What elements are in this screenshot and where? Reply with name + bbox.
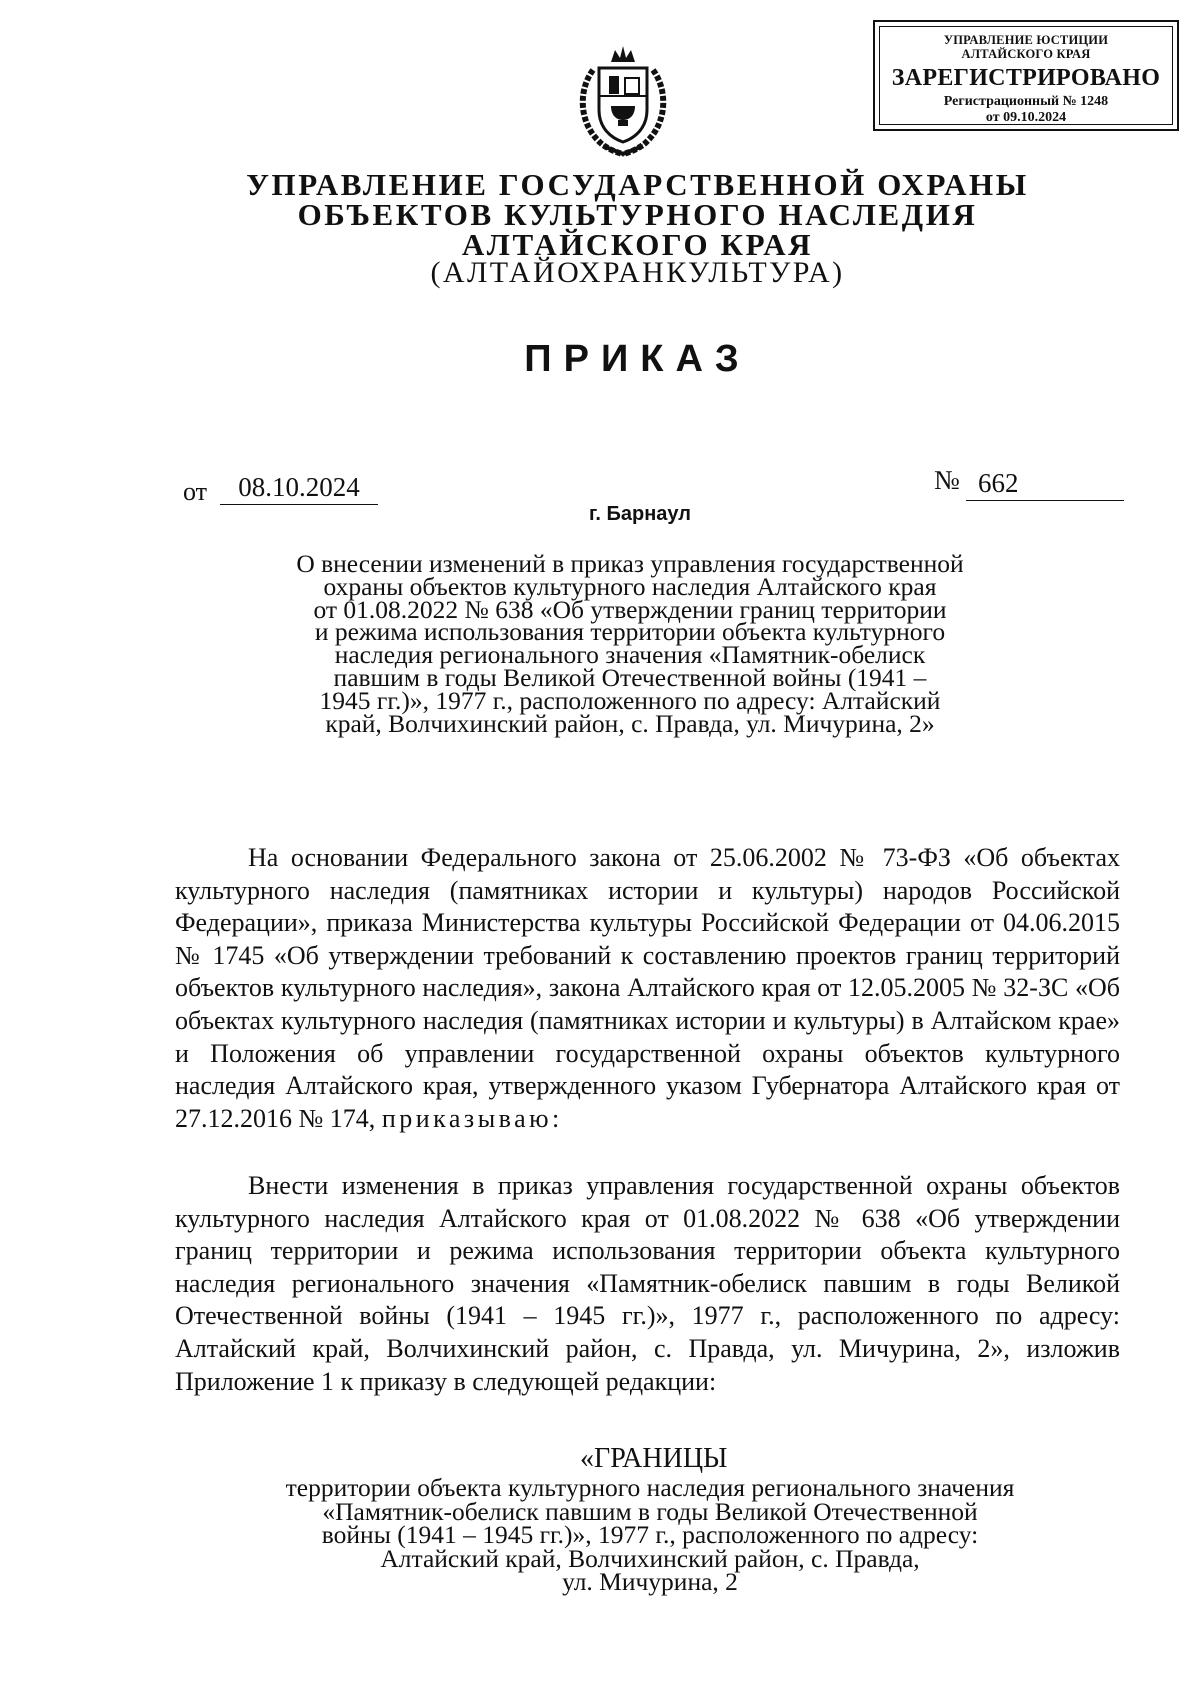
order-date: 08.10.2024 [220,470,378,505]
number-label: № [934,465,960,495]
appendix-line: территории объекта культурного наследия регионального значения [285,1473,1015,1502]
registration-stamp [873,20,1179,131]
subject-line: и режима использования территории объекта культурного [314,617,946,647]
subject-line: охраны объектов культурного наследия Алтайского края [323,571,937,601]
resolution-paragraph [175,1170,1120,1398]
document-type-title: ПРИКАЗ [524,338,751,380]
agency-name-line-3: АЛТАЙСКОГО КРАЯ [461,227,814,262]
stamp-status: ЗАРЕГИСТРИРОВАНО [891,65,1161,91]
registration-stamp-inner [879,26,1173,125]
date-label: от [183,477,208,506]
stamp-region: АЛТАЙСКОГО КРАЯ [961,47,1091,61]
agency-abbreviation: (АЛТАЙОХРАНКУЛЬТУРА) [430,256,845,289]
appendix-line: войны (1941 – 1945 гг.)», 1977 г., расположенного по адресу: [321,1520,979,1549]
order-word: приказываю: [381,1103,563,1133]
city: г. Барнаул [589,503,691,525]
subject-line: от 01.08.2022 № 638 «Об утверждении границ территории [313,594,947,624]
subject-line: край, Волчихинский район, с. Правда, ул. Мичурина, 2» [325,708,935,738]
agency-name-line-2: ОБЪЕКТОВ КУЛЬТУРНОГО НАСЛЕДИЯ [297,197,978,232]
appendix-subtitle [210,1473,1090,1596]
order-subject [180,549,1080,738]
appendix-title: «ГРАНИЦЫ [580,1443,728,1474]
preamble-paragraph [175,842,1120,1135]
order-number: 662 [966,466,1124,501]
agency-name-line-1: УПРАВЛЕНИЕ ГОСУДАРСТВЕННОЙ ОХРАНЫ [246,167,1029,202]
subject-line: павшим в годы Великой Отечественной войны (1941 – [333,662,927,692]
stamp-reg-number: Регистрационный № 1248 [943,94,1109,109]
resolution-text: Внести изменения в приказ управления государственной охраны объектов культурного наследия Алтайского края от 01.08.2022 № 638 «Об утверждении границ территории и режима использования территории объекта культурного наследия регионального значения «Памятник-обелиск павшим в годы Великой Отечественной войны (1941 – 1945 гг.)», 1977 г., расположенного по адресу: Алтайский край, Волчихинский район, с. Правда, ул. Мичурина, 2», изложив Приложение 1 к приказу в следующей редакции: [175,1171,1120,1396]
subject-line: О внесении изменений в приказ управления государственной [296,549,964,578]
appendix-line: Алтайский край, Волчихинский район, с. Правда, [380,1543,920,1573]
preamble-text: На основании Федерального закона от 25.06.2002 № 73-ФЗ «Об объектах культурного наследия (памятниках истории и культуры) народов Российской Федерации», приказа Министерства культуры Российской Федерации от 04.06.2015 № 1745 «Об утверждении требований к составлению проектов границ территорий объектов культурного наследия», закона Алтайского края от 12.05.2005 № 32-ЗС «Об объектах культурного наследия (памятниках истории и культуры) в Алтайском крае» и Положения об управлении государственной охраны объектов культурного наследия Алтайского края, утвержденного указом Губернатора Алтайского края от 27.12.2016 № 174, [175,843,1120,1133]
stamp-authority: УПРАВЛЕНИЕ ЮСТИЦИИ [943,33,1109,47]
coat-of-arms-icon [573,40,673,160]
stamp-reg-date: от 09.10.2024 [985,110,1067,125]
subject-line: 1945 гг.)», 1977 г., расположенного по адресу: Алтайский [319,685,941,715]
appendix-line: ул. Мичурина, 2 [562,1567,738,1596]
subject-line: наследия регионального значения «Памятник-обелиск [334,640,926,670]
appendix-line: «Памятник-обелиск павшим в годы Великой Отечественной [322,1496,978,1526]
